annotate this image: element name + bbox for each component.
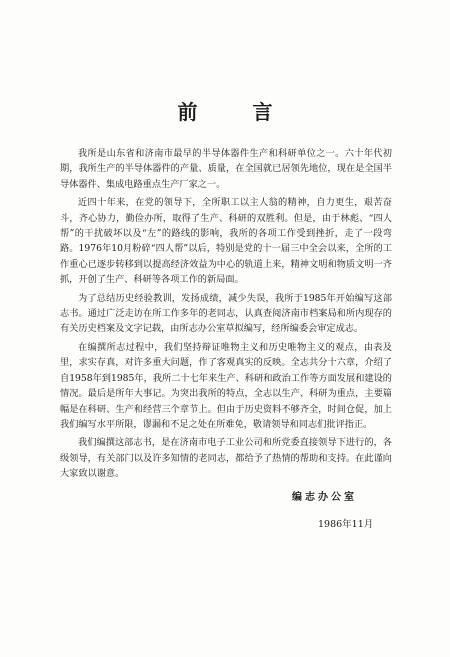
document-date: 1986年11月	[318, 519, 374, 530]
page-title: 前 言	[177, 100, 297, 124]
author-signature: 编志办公室	[292, 492, 357, 503]
paragraph: 近四十年来，在党的领导下，全所职工以主人翁的精神，自力更生，艰苦奋斗，齐心协力，勤俭办所，取得了生产、科研的双胜利。但是，由于林彪、“四人帮”的干扰破坏以及“左”的路线的影响，我所的各项工作受到挫折，走了一段弯路。1976年10月粉碎“四人帮”以后，特别是党的十一届三中全会以来，全所的工作重心已逐步转移到以提高经济效益为中心的轨道上来，精神文明和物质文明一齐抓，开创了生产、科研等各项工作的新局面。	[60, 197, 392, 286]
paragraph: 为了总结历史经验教训，发扬成绩，减少失误，我所于1985年开始编写这部志书。通过广泛走访在所工作多年的老同志，认真查阅济南市档案局和所内现存的有关历史档案及文字记载，由所志办公室草拟编写，经所编委会审定成志。	[60, 292, 392, 335]
preface-body	[60, 146, 392, 485]
paragraph: 我所是山东省和济南市最早的半导体器件生产和科研单位之一。六十年代初期，我所生产的半导体器件的产量、质量，在全国就已居领先地位，现在是全国半导体器件、集成电路重点生产厂家之一。	[60, 148, 392, 190]
paragraph: 在编撰所志过程中，我们坚持辩证唯物主义和历史唯物主义的观点，由表及里，求实存真，对许多重大问题，作了客观真实的反映。全志共分十六章，介绍了自1958年到1985年，我所二十七年来生产、科研和政治工作等方面发展和建设的情况。最后是所年大事记。为突出我所的特点，全志以生产、科研为重点，主要篇幅是在科研、生产和经营三个章节上。但由于历史资料不够齐全，时间仓促，加上我们编写水平所限，谬漏和不足之处在所难免，敬请领导和同志们批评指正。	[60, 341, 392, 430]
paragraph: 我们编撰这部志书，是在济南市电子工业公司和所党委直接领导下进行的，各级领导，有关部门以及许多知情的老同志，都给予了热情的帮助和支持。在此谨向大家致以谢意。	[60, 437, 392, 480]
